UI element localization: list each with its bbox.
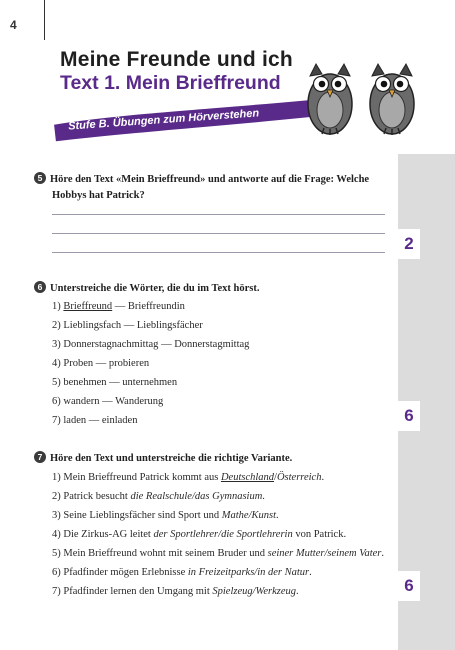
variant-option[interactable]: in Freizeitparks bbox=[187, 567, 255, 578]
instruction-text: Höre den Text und unterstreiche die richtige Variante. bbox=[50, 453, 293, 464]
word-pair-6: 6) wandern — Wanderung bbox=[52, 396, 164, 407]
text-title: Text 1. Mein Brieffreund bbox=[60, 72, 281, 94]
exercise-5 bbox=[34, 172, 389, 204]
word-option[interactable]: unternehmen bbox=[122, 377, 178, 388]
word-pair-4: 4) Proben — probieren bbox=[52, 358, 150, 369]
instruction-line-2: Hobbys hat Patrick? bbox=[52, 190, 145, 201]
exercise-5-instruction bbox=[34, 172, 389, 204]
banner-text: Stufe B. Übungen zum Hörverstehen bbox=[67, 107, 260, 133]
page-header bbox=[38, 42, 428, 142]
page-number: 4 bbox=[10, 18, 17, 32]
score-exercise-5: 2 bbox=[398, 229, 420, 259]
variant-option[interactable]: Mathe bbox=[221, 510, 249, 521]
variant-option[interactable]: Kunst bbox=[251, 510, 276, 521]
word-option[interactable]: Wanderung bbox=[115, 396, 164, 407]
exercise-7 bbox=[34, 451, 389, 467]
word-option[interactable]: Brieffreund bbox=[63, 301, 113, 312]
variant-option[interactable]: das Gymnasium bbox=[194, 491, 263, 502]
word-option[interactable]: einladen bbox=[101, 415, 138, 426]
word-pair-2: 2) Lieblingsfach — Lieblingsfächer bbox=[52, 320, 203, 331]
exercise-7-instruction bbox=[34, 451, 389, 467]
word-pair-1: 1) Brieffreund — Brieffreundin bbox=[52, 301, 185, 312]
word-option[interactable]: Donnerstagnachmittag bbox=[63, 339, 159, 350]
word-pair-5: 5) benehmen — unternehmen bbox=[52, 377, 178, 388]
instruction-line-1: Höre den Text «Mein Brieffreund» und antworte auf die Frage: Welche bbox=[50, 174, 370, 185]
sentence-3: 3) Seine Lieblingsfächer sind Sport und Mathe/Kunst. bbox=[52, 510, 279, 521]
sentence-7: 7) Pfadfinder lernen den Umgang mit Spielzeug/Werkzeug. bbox=[52, 586, 299, 597]
word-option[interactable]: probieren bbox=[108, 358, 150, 369]
answer-line-2[interactable] bbox=[52, 233, 385, 234]
word-pair-7: 7) laden — einladen bbox=[52, 415, 138, 426]
variant-option[interactable]: der Sportlehrer bbox=[153, 529, 219, 540]
word-option[interactable]: Lieblingsfach bbox=[63, 320, 122, 331]
sentence-2: 2) Patrick besucht die Realschule/das Gymnasium. bbox=[52, 491, 265, 502]
word-option[interactable]: Donnerstagmittag bbox=[174, 339, 250, 350]
variant-option[interactable]: in der Natur bbox=[257, 567, 310, 578]
page-title: Meine Freunde und ich bbox=[60, 48, 293, 71]
exercise-7-number: 7 bbox=[34, 451, 46, 463]
instruction-text: Unterstreiche die Wörter, die du im Text hörst. bbox=[50, 283, 260, 294]
exercise-6-instruction bbox=[34, 281, 389, 297]
variant-option[interactable]: Spielzeug bbox=[212, 586, 253, 597]
word-option[interactable]: benehmen bbox=[63, 377, 107, 388]
variant-option[interactable]: seinem Vater bbox=[327, 548, 382, 559]
variant-option[interactable]: Deutschland bbox=[220, 472, 275, 483]
score-exercise-6: 6 bbox=[398, 401, 420, 431]
variant-option[interactable]: seiner Mutter bbox=[267, 548, 325, 559]
variant-option[interactable]: Österreich bbox=[276, 472, 322, 483]
top-divider bbox=[44, 0, 45, 40]
word-option[interactable]: Lieblingsfächer bbox=[136, 320, 203, 331]
variant-option[interactable]: die Realschule bbox=[130, 491, 192, 502]
exercise-6-number: 6 bbox=[34, 281, 46, 293]
word-option[interactable]: laden bbox=[63, 415, 87, 426]
word-option[interactable]: Proben bbox=[63, 358, 94, 369]
variant-option[interactable]: Werkzeug bbox=[255, 586, 296, 597]
variant-option[interactable]: die Sportlehrerin bbox=[221, 529, 293, 540]
owls-illustration-icon bbox=[300, 52, 424, 138]
word-option[interactable]: wandern bbox=[63, 396, 100, 407]
score-exercise-7: 6 bbox=[398, 571, 420, 601]
sentence-5: 5) Mein Brieffreund wohnt mit seinem Bruder und seiner Mutter/seinem Vater. bbox=[52, 548, 384, 559]
word-pair-3: 3) Donnerstagnachmittag — Donnerstagmittag bbox=[52, 339, 250, 350]
exercise-5-number: 5 bbox=[34, 172, 46, 184]
sentence-6: 6) Pfadfinder mögen Erlebnisse in Freizeitparks/in der Natur. bbox=[52, 567, 312, 578]
answer-line-3[interactable] bbox=[52, 252, 385, 253]
sentence-4: 4) Die Zirkus-AG leitet der Sportlehrer/die Sportlehrerin von Patrick. bbox=[52, 529, 347, 540]
answer-line-1[interactable] bbox=[52, 214, 385, 215]
exercise-6 bbox=[34, 281, 389, 297]
sentence-1: 1) Mein Brieffreund Patrick kommt aus Deutschland/Österreich. bbox=[52, 472, 325, 483]
word-option[interactable]: Brieffreundin bbox=[127, 301, 185, 312]
